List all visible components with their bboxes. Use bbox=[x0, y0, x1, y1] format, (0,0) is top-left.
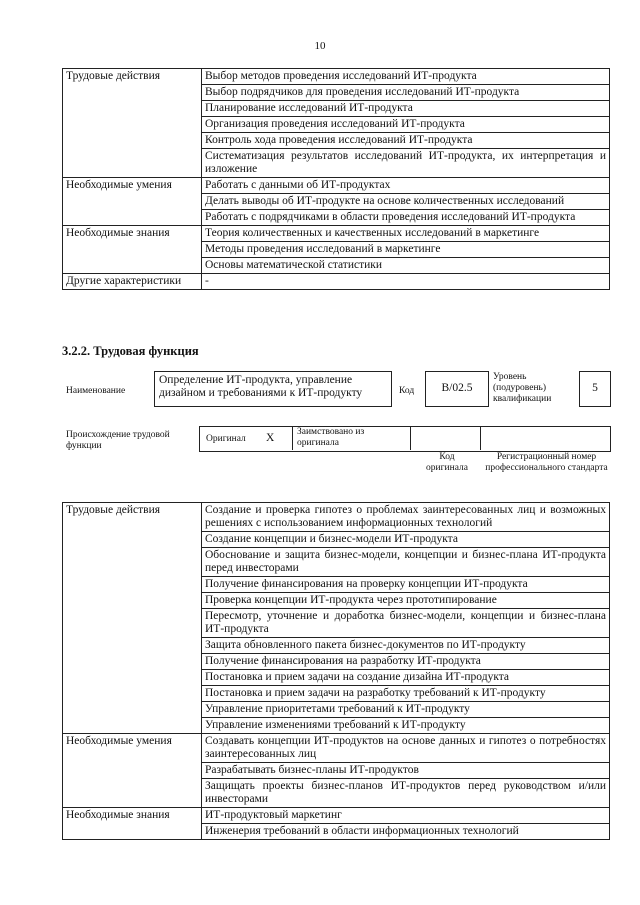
table-cell: Управление изменениями требований к ИТ-продукту bbox=[202, 718, 610, 734]
table-cell: Создание концепции и бизнес-модели ИТ-продукта bbox=[202, 532, 610, 548]
table-cell: Организация проведения исследований ИТ-продукта bbox=[202, 117, 610, 133]
borrowed-label: Заимствовано из оригинала bbox=[297, 427, 365, 448]
level-value: 5 bbox=[592, 382, 598, 394]
table-cell: Пересмотр, уточнение и доработка бизнес-модели, концепции и бизнес-плана ИТ-продукта bbox=[202, 609, 610, 638]
origin-label: Происхождение трудовой функции bbox=[66, 430, 170, 451]
table-cell: Основы математической статистики bbox=[202, 258, 610, 274]
table-cell: Теория количественных и качественных исследований в маркетинге bbox=[202, 226, 610, 242]
reg-number-label: Регистрационный номер профессионального стандарта bbox=[485, 452, 608, 473]
table-cell: Планирование исследований ИТ-продукта bbox=[202, 101, 610, 117]
code-value-box bbox=[425, 371, 489, 407]
group-label: Необходимые знания bbox=[63, 808, 202, 840]
table-row bbox=[63, 274, 610, 290]
table-cell: Методы проведения исследований в маркетинге bbox=[202, 242, 610, 258]
work-actions-table-2 bbox=[62, 502, 610, 840]
table-row bbox=[63, 808, 610, 824]
table-cell: Защита обновленного пакета бизнес-документов по ИТ-продукту bbox=[202, 638, 610, 654]
code-value: B/02.5 bbox=[441, 382, 473, 394]
name-label: Наименование bbox=[66, 386, 126, 396]
table-cell: ИТ-продуктовый маркетинг bbox=[202, 808, 610, 824]
table-cell: Защищать проекты бизнес-планов ИТ-продуктов перед руководством и/или инвесторами bbox=[202, 779, 610, 808]
table-row bbox=[63, 178, 610, 194]
table-cell: Разрабатывать бизнес-планы ИТ-продуктов bbox=[202, 763, 610, 779]
level-label: Уровень (подуровень) квалификации bbox=[493, 372, 552, 404]
table-cell: Постановка и прием задачи на разработку требований к ИТ-продукту bbox=[202, 686, 610, 702]
table-cell: Обоснование и защита бизнес-модели, концепции и бизнес-плана ИТ-продукта перед инвесторами bbox=[202, 548, 610, 577]
table-cell: Делать выводы об ИТ-продукте на основе количественных исследований bbox=[202, 194, 610, 210]
table-cell: Управление приоритетами требований к ИТ-продукту bbox=[202, 702, 610, 718]
table-cell: Инженерия требований в области информационных технологий bbox=[202, 824, 610, 840]
table-row bbox=[63, 734, 610, 763]
table-cell: - bbox=[202, 274, 610, 290]
table-cell: Выбор методов проведения исследований ИТ-продукта bbox=[202, 69, 610, 85]
table-cell: Постановка и прием задачи на создание дизайна ИТ-продукта bbox=[202, 670, 610, 686]
code-original-label: Код оригинала bbox=[426, 452, 468, 473]
group-label: Трудовые действия bbox=[63, 503, 202, 734]
group-label: Трудовые действия bbox=[63, 69, 202, 178]
original-mark: X bbox=[266, 432, 275, 444]
group-label: Необходимые знания bbox=[63, 226, 202, 274]
table-row bbox=[63, 226, 610, 242]
table-cell: Получение финансирования на проверку концепции ИТ-продукта bbox=[202, 577, 610, 593]
table-cell: Контроль хода проведения исследований ИТ-продукта bbox=[202, 133, 610, 149]
origin-divider-2 bbox=[410, 426, 411, 450]
group-label: Другие характеристики bbox=[63, 274, 202, 290]
table-cell: Проверка концепции ИТ-продукта через прототипирование bbox=[202, 593, 610, 609]
page-number: 10 bbox=[314, 40, 326, 52]
original-label: Оригинал bbox=[206, 434, 246, 444]
origin-divider-3 bbox=[480, 426, 481, 450]
group-label: Необходимые умения bbox=[63, 178, 202, 226]
table-cell: Создание и проверка гипотез о проблемах заинтересованных лиц и возможных решениях с использованием информационных технологий bbox=[202, 503, 610, 532]
table-row bbox=[63, 503, 610, 532]
name-value-box bbox=[154, 371, 392, 407]
name-value: Определение ИТ-продукта, управление дизайном и требованиями к ИТ-продукту bbox=[159, 374, 363, 399]
code-label: Код bbox=[399, 386, 415, 396]
table-cell: Получение финансирования на разработку ИТ-продукта bbox=[202, 654, 610, 670]
table-cell: Систематизация результатов исследований ИТ-продукта, их интерпретация и изложение bbox=[202, 149, 610, 178]
origin-divider-1 bbox=[292, 426, 293, 450]
table-cell: Работать с подрядчиками в области проведения исследований ИТ-продукта bbox=[202, 210, 610, 226]
level-value-box bbox=[579, 371, 611, 407]
table-cell: Выбор подрядчиков для проведения исследований ИТ-продукта bbox=[202, 85, 610, 101]
section-heading: 3.2.2. Трудовая функция bbox=[62, 344, 199, 358]
group-label: Необходимые умения bbox=[63, 734, 202, 808]
table-cell: Работать с данными об ИТ-продуктах bbox=[202, 178, 610, 194]
table-row bbox=[63, 69, 610, 85]
work-actions-table-1 bbox=[62, 68, 610, 290]
table-cell: Создавать концепции ИТ-продуктов на основе данных и гипотез о потребностях заинтересованных лиц bbox=[202, 734, 610, 763]
